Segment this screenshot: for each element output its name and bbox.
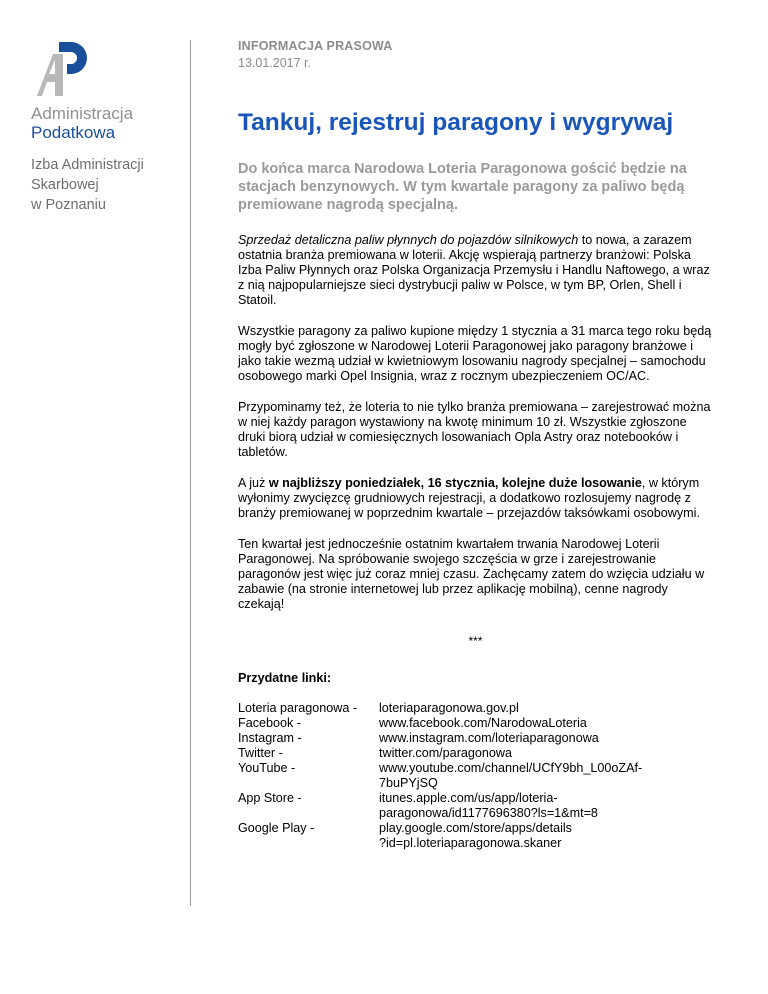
link-label: Facebook -: [238, 716, 301, 730]
organization-name: [31, 104, 133, 142]
paragraph-4-post: , w którym wyłonimy zwycięzcę grudniowych rejestracji, a dodatkowo rozlosujemy nagrodę z branży premiowanej w poprzednim kwartale – przejazdów taksówkami osobowymi.: [238, 476, 700, 520]
link-row-appstore: [238, 791, 713, 821]
link-url-instagram[interactable]: www.instagram.com/loteriaparagonowa: [379, 731, 599, 745]
link-url-youtube[interactable]: [379, 761, 713, 791]
link-row-youtube: [238, 761, 713, 791]
paragraph-2: Wszystkie paragony za paliwo kupione między 1 stycznia a 31 marca tego roku będą mogły być zgłoszone w Narodowej Loterii Paragonowej jako paragony branżowe i jako takie wezmą udział w kwietniowym losowaniu nagrody specjalnej – samochodu osobowego marki Opel Insignia, wraz z rocznym ubezpieczeniem OC/AC.: [238, 324, 712, 383]
link-url-appstore[interactable]: [379, 791, 713, 821]
chamber-line1: Izba Administracji: [31, 157, 144, 173]
link-label: Twitter -: [238, 746, 283, 760]
paragraph-1-italic: Sprzedaż detaliczna paliw płynnych do pojazdów silnikowych: [238, 233, 579, 247]
press-release-date: 13.01.2017 r.: [238, 56, 311, 70]
link-url-twitter[interactable]: twitter.com/paragonowa: [379, 746, 513, 760]
administracja-podatkowa-logo-icon: [31, 40, 87, 98]
org-name-line2: Podatkowa: [31, 123, 116, 142]
paragraph-1: [238, 233, 713, 308]
link-url-loteria[interactable]: loteriaparagonowa.gov.pl: [379, 701, 519, 715]
lead-paragraph: Do końca marca Narodowa Loteria Paragonowa gościć będzie na stacjach benzynowych. W tym kwartale paragony za paliwo będą premiowane nagrodą specjalną.: [238, 161, 687, 213]
chamber-name: [31, 155, 144, 215]
paragraph-4-pre: A już: [238, 476, 269, 490]
paragraph-4-bold: w najbliższy poniedziałek, 16 stycznia, kolejne duże losowanie: [268, 476, 642, 490]
link-url-line: ?id=pl.loteriaparagonowa.skaner: [379, 836, 562, 850]
paragraph-1-text: to nowa, a zarazem ostatnia branża premiowana w loterii. Akcję wspierają partnerzy branżowi: Polska Izba Paliw Płynnych oraz Polska Organizacja Przemysłu i Handlu Naftowego, a wraz z nią najpopularniejsze sieci dystrybucji paliw w Polsce, w tym BP, Orlen, Shell i Statoil.: [238, 233, 710, 307]
org-name-line1: Administracja: [31, 104, 134, 123]
press-release-label: INFORMACJA PRASOWA: [238, 39, 393, 53]
link-url-line: paragonowa/id1177696380?ls=1&mt=8: [379, 806, 598, 820]
link-label: Google Play -: [238, 821, 315, 835]
link-row-loteria: [238, 701, 713, 716]
link-url-line: www.youtube.com/channel/UCfY9bh_L00oZAf-: [379, 761, 643, 775]
link-label: Loteria paragonowa -: [238, 701, 358, 715]
link-row-twitter: [238, 746, 713, 761]
links-list: [238, 701, 713, 851]
link-label: Instagram -: [238, 731, 302, 745]
link-label: YouTube -: [238, 761, 296, 775]
link-url-facebook[interactable]: www.facebook.com/NarodowaLoteria: [379, 716, 587, 730]
paragraph-3: Przypominamy też, że loteria to nie tylko branża premiowana – zarejestrować można w niej każdy paragon wystawiony na kwotę minimum 10 zł. Wszystkie zgłoszone druki biorą udział w comiesięcznych losowaniach Opla Astry oraz notebooków i tabletów.: [238, 400, 711, 459]
paragraph-4: [238, 476, 713, 521]
vertical-divider: [190, 40, 191, 906]
page-title: Tankuj, rejestruj paragony i wygrywaj: [238, 109, 674, 136]
press-release-body: [238, 38, 713, 851]
section-separator: ***: [468, 634, 483, 648]
links-heading: Przydatne linki:: [238, 671, 332, 685]
link-label: App Store -: [238, 791, 302, 805]
link-row-instagram: [238, 731, 713, 746]
chamber-line2: Skarbowej: [31, 177, 99, 193]
chamber-line3: w Poznaniu: [31, 197, 106, 213]
link-url-googleplay[interactable]: [379, 821, 713, 851]
paragraph-5: Ten kwartał jest jednocześnie ostatnim kwartałem trwania Narodowej Loterii Paragonowej. Na spróbowanie swojego szczęścia w grze i zarejestrowanie paragonów jest więc już coraz mniej czasu. Zachęcamy zatem do wzięcia udziału w zabawie (na stronie internetowej lub przez aplikację mobilną), cenne nagrody czekają!: [238, 537, 705, 611]
link-row-facebook: [238, 716, 713, 731]
link-row-googleplay: [238, 821, 713, 851]
link-url-line: play.google.com/store/apps/details: [379, 821, 572, 835]
link-url-line: 7buPYjSQ: [379, 776, 438, 790]
link-url-line: itunes.apple.com/us/app/loteria-: [379, 791, 558, 805]
